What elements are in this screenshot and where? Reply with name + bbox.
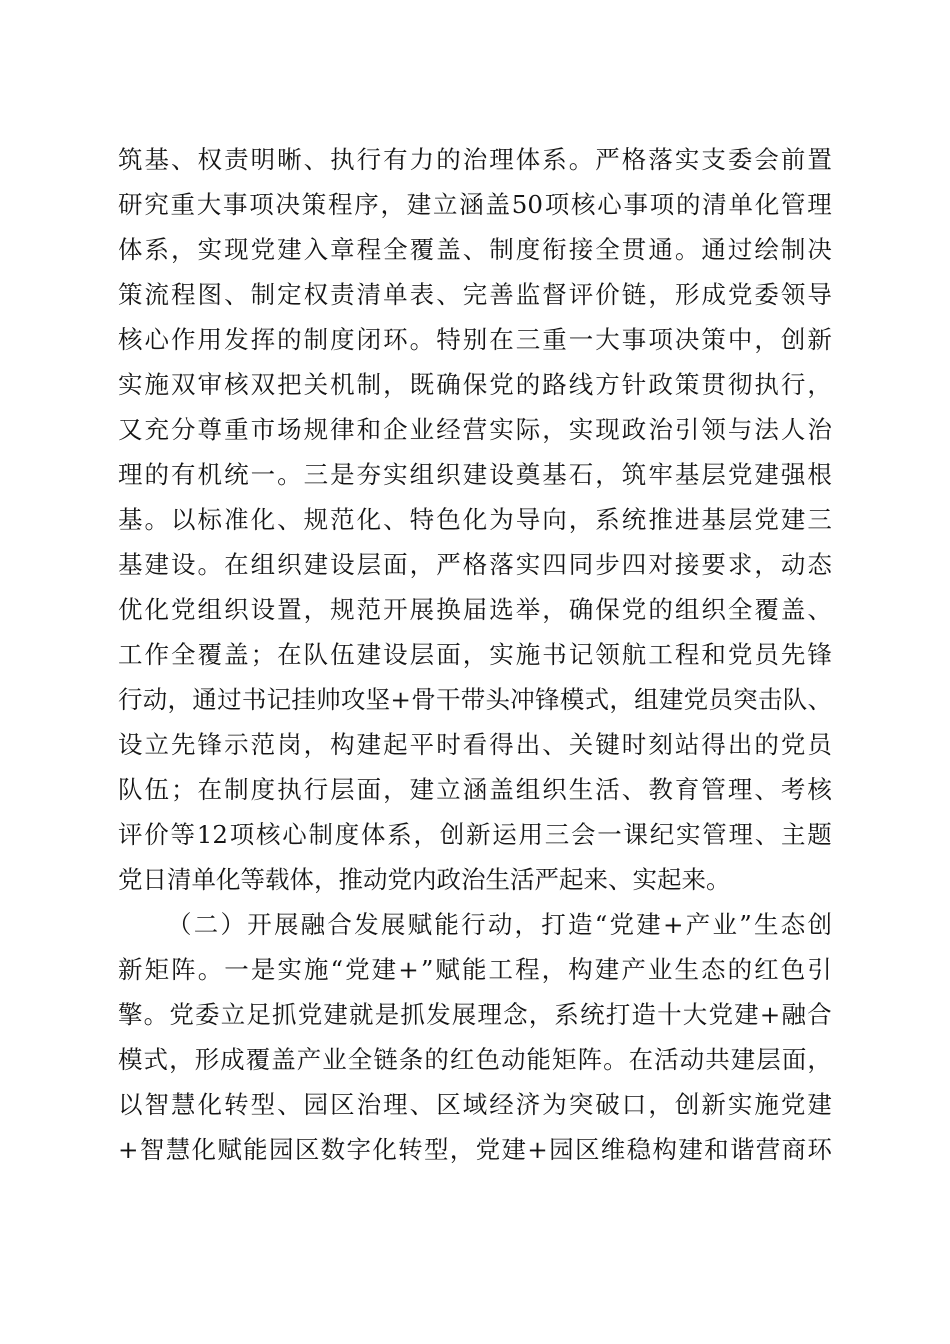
text-line: 优 化 党 组 织 设 置 ， 规 范 开 展 换 届 选 举 ， 确 保 党 的 组 织 全 覆 盖 、 [118,595,832,624]
text-line: 体 系 ， 实 现 党 建 入 章 程 全 覆 盖 、 制 度 衔 接 全 贯 通 。 通 过 绘 制 决 [118,235,832,264]
text-line: 核 心 作 用 发 挥 的 制 度 闭 环 。 特 别 在 三 重 一 大 事 项 决 策 中 ， 创 新 [118,325,832,354]
text-line: 队 伍 ； 在 制 度 执 行 层 面 ， 建 立 涵 盖 组 织 生 活 、 教 育 管 理 、 考 核 [118,775,832,804]
text-line: 筑 基 、 权 责 明 晰 、 执 行 有 力 的 治 理 体 系 。 严 格 落 实 支 委 会 前 置 [118,145,832,174]
document-body [118,137,832,1172]
text-line: 基 。 以 标 准 化 、 规 范 化 、 特 色 化 为 导 向 ， 系 统 推 进 基 层 党 建 三 [118,505,832,534]
text-line: 模 式 ， 形 成 覆 盖 产 业 全 链 条 的 红 色 动 能 矩 阵 。 在 活 动 共 建 层 面 ， [118,1045,832,1074]
text-line: 擎 。 党 委 立 足 抓 党 建 就 是 抓 发 展 理 念 ， 系 统 打 造 十 大 党 建 + 融 合 [118,1000,832,1029]
text-line: 策 流 程 图 、 制 定 权 责 清 单 表 、 完 善 监 督 评 价 链 ， 形 成 党 委 领 导 [118,280,832,309]
text-line: 实 施 双 审 核 双 把 关 机 制 ， 既 确 保 党 的 路 线 方 针 政 策 贯 彻 执 行 ， [118,370,832,399]
text-line: 党 日 清 单 化 等 载 体 ， 推 动 党 内 政 治 生 活 严 起 来 、 实 起 来 。 [118,865,731,894]
text-line: 工 作 全 覆 盖 ； 在 队 伍 建 设 层 面 ， 实 施 书 记 领 航 工 程 和 党 员 先 锋 [118,640,832,669]
text-line: 设 立 先 锋 示 范 岗 ， 构 建 起 平 时 看 得 出 、 关 键 时 刻 站 得 出 的 党 员 [118,730,832,759]
text-line: + 智 慧 化 赋 能 园 区 数 字 化 转 型 ， 党 建 + 园 区 维 稳 构 建 和 谐 营 商 环 [118,1135,832,1164]
text-line: 基 建 设 。 在 组 织 建 设 层 面 ， 严 格 落 实 四 同 步 四 对 接 要 求 ， 动 态 [118,550,832,579]
text-line: 又 充 分 尊 重 市 场 规 律 和 企 业 经 营 实 际 ， 实 现 政 治 引 领 与 法 人 治 [118,415,832,444]
text-line: 以 智 慧 化 转 型 、 园 区 治 理 、 区 域 经 济 为 突 破 口 ， 创 新 实 施 党 建 [118,1090,832,1119]
text-line: 行 动 ， 通 过 书 记 挂 帅 攻 坚 + 骨 干 带 头 冲 锋 模 式 ， 组 建 党 员 突 击 队 、 [118,685,832,714]
text-line: 理 的 有 机 统 一 。 三 是 夯 实 组 织 建 设 奠 基 石 ， 筑 牢 基 层 党 建 强 根 [118,460,832,489]
text-line: 研 究 重 大 事 项 决 策 程 序 ， 建 立 涵 盖 50 项 核 心 事 项 的 清 单 化 管 理 [118,190,832,219]
text-line: （ 二 ） 开 展 融 合 发 展 赋 能 行 动 ， 打 造 “ 党 建 + 产 业 ” 生 态 创 [167,910,832,939]
text-line: 新 矩 阵 。 一 是 实 施 “ 党 建 + ” 赋 能 工 程 ， 构 建 产 业 生 态 的 红 色 引 [118,955,832,984]
text-line: 评 价 等 12 项 核 心 制 度 体 系 ， 创 新 运 用 三 会 一 课 纪 实 管 理 、 主 题 [118,820,832,849]
